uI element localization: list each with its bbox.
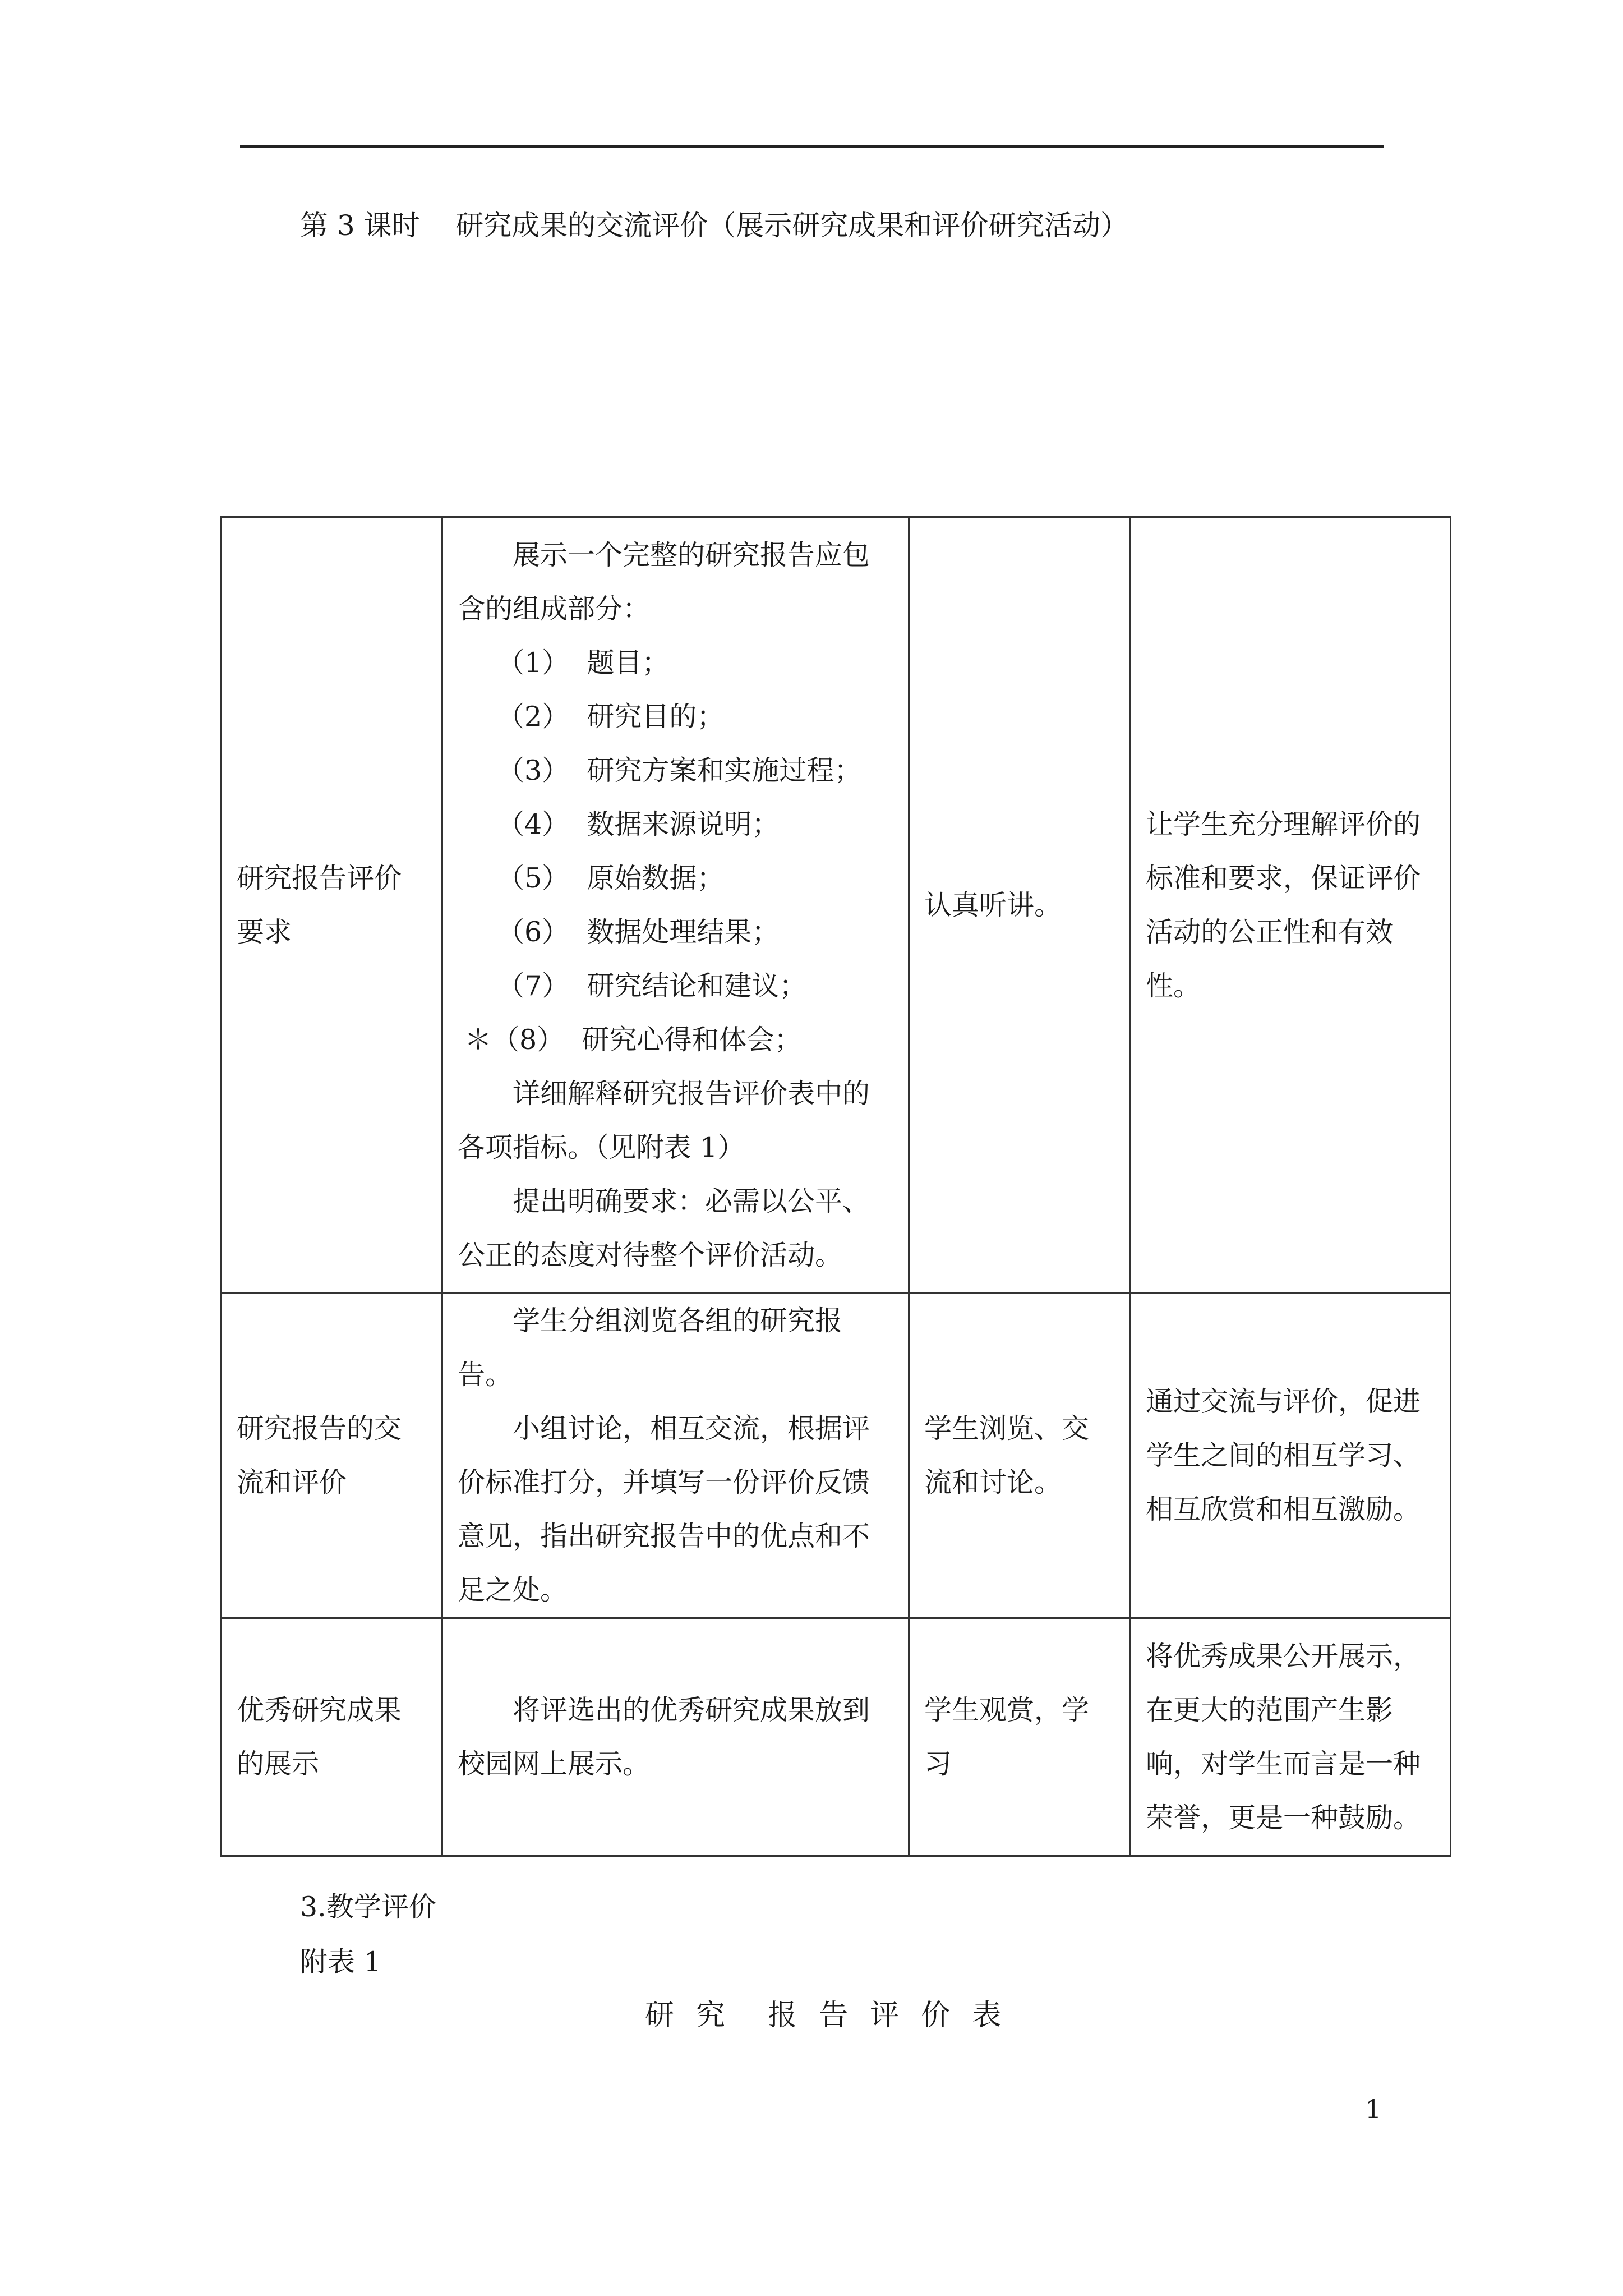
student-activity-text: 学生观赏，学习: [924, 1694, 1090, 1780]
teacher-activity-cell: [442, 517, 909, 1294]
purpose-text: 将优秀成果公开展示，在更大的范围产生影响，对学生而言是一种荣誉，更是一种鼓励。: [1146, 1640, 1421, 1834]
list-item: （1） 题目；: [497, 646, 670, 679]
requirement-text: 提出明确要求：必需以公平、公正的态度对待整个评价活动。: [458, 1185, 870, 1271]
step-label: 优秀研究成果的展示: [237, 1694, 402, 1780]
purpose-text: 让学生充分理解评价的标准和要求，保证评价活动的公正性和有效性。: [1146, 808, 1421, 1002]
student-activity-cell: [909, 1618, 1131, 1856]
step-cell: [222, 1294, 442, 1618]
lesson-title: 第 3 课时 研究成果的交流评价（展示研究成果和评价研究活动）: [300, 209, 1129, 242]
step-label: 研究报告评价要求: [237, 862, 402, 948]
student-activity-cell: [909, 1294, 1131, 1618]
list-item: （7） 研究结论和建议；: [497, 969, 807, 1002]
table-row: [222, 517, 1451, 1294]
table-row: [222, 1618, 1451, 1856]
list-item: （4） 数据来源说明；: [497, 808, 780, 840]
student-activity-text: 认真听讲。: [924, 889, 1062, 921]
list-item: （5） 原始数据；: [497, 862, 725, 894]
purpose-cell: [1131, 1294, 1451, 1618]
step-cell: [222, 1618, 442, 1856]
header-rule: [240, 145, 1384, 148]
page-number: 1: [1365, 2094, 1382, 2124]
lesson-plan-table: [220, 516, 1451, 1857]
student-activity-cell: [909, 517, 1131, 1294]
step-cell: [222, 517, 442, 1294]
activity-text: 小组讨论，相互交流，根据评价标准打分，并填写一份评价反馈意见，指出研究报告中的优点和不足之处。: [458, 1412, 870, 1606]
step-label: 研究报告的交流和评价: [237, 1412, 402, 1498]
purpose-text: 通过交流与评价，促进学生之间的相互学习、相互欣赏和相互激励。: [1146, 1386, 1421, 1525]
table-row: [222, 1294, 1451, 1618]
explain-text: 详细解释研究报告评价表中的各项指标。（见附表 1）: [458, 1077, 870, 1163]
student-activity-text: 学生浏览、交流和讨论。: [924, 1412, 1090, 1498]
appendix-label: 附表 1: [300, 1946, 381, 1978]
teacher-activity-cell: [442, 1618, 909, 1856]
list-item: （2） 研究目的；: [497, 700, 725, 733]
purpose-cell: [1131, 1618, 1451, 1856]
activity-text: 将评选出的优秀研究成果放到校园网上展示。: [458, 1694, 870, 1780]
list-item: （6） 数据处理结果；: [497, 915, 780, 948]
teacher-activity-cell: [442, 1294, 909, 1618]
list-item-optional: ＊（8） 研究心得和体会；: [464, 1023, 802, 1056]
section-heading: 3.教学评价: [300, 1891, 436, 1923]
purpose-cell: [1131, 517, 1451, 1294]
intro-text: 展示一个完整的研究报告应包含的组成部分：: [458, 539, 870, 625]
activity-text: 学生分组浏览各组的研究报告。: [458, 1305, 843, 1391]
form-title: 研 究 报 告 评 价 表: [645, 1999, 1003, 2032]
list-item: （3） 研究方案和实施过程；: [497, 754, 862, 786]
